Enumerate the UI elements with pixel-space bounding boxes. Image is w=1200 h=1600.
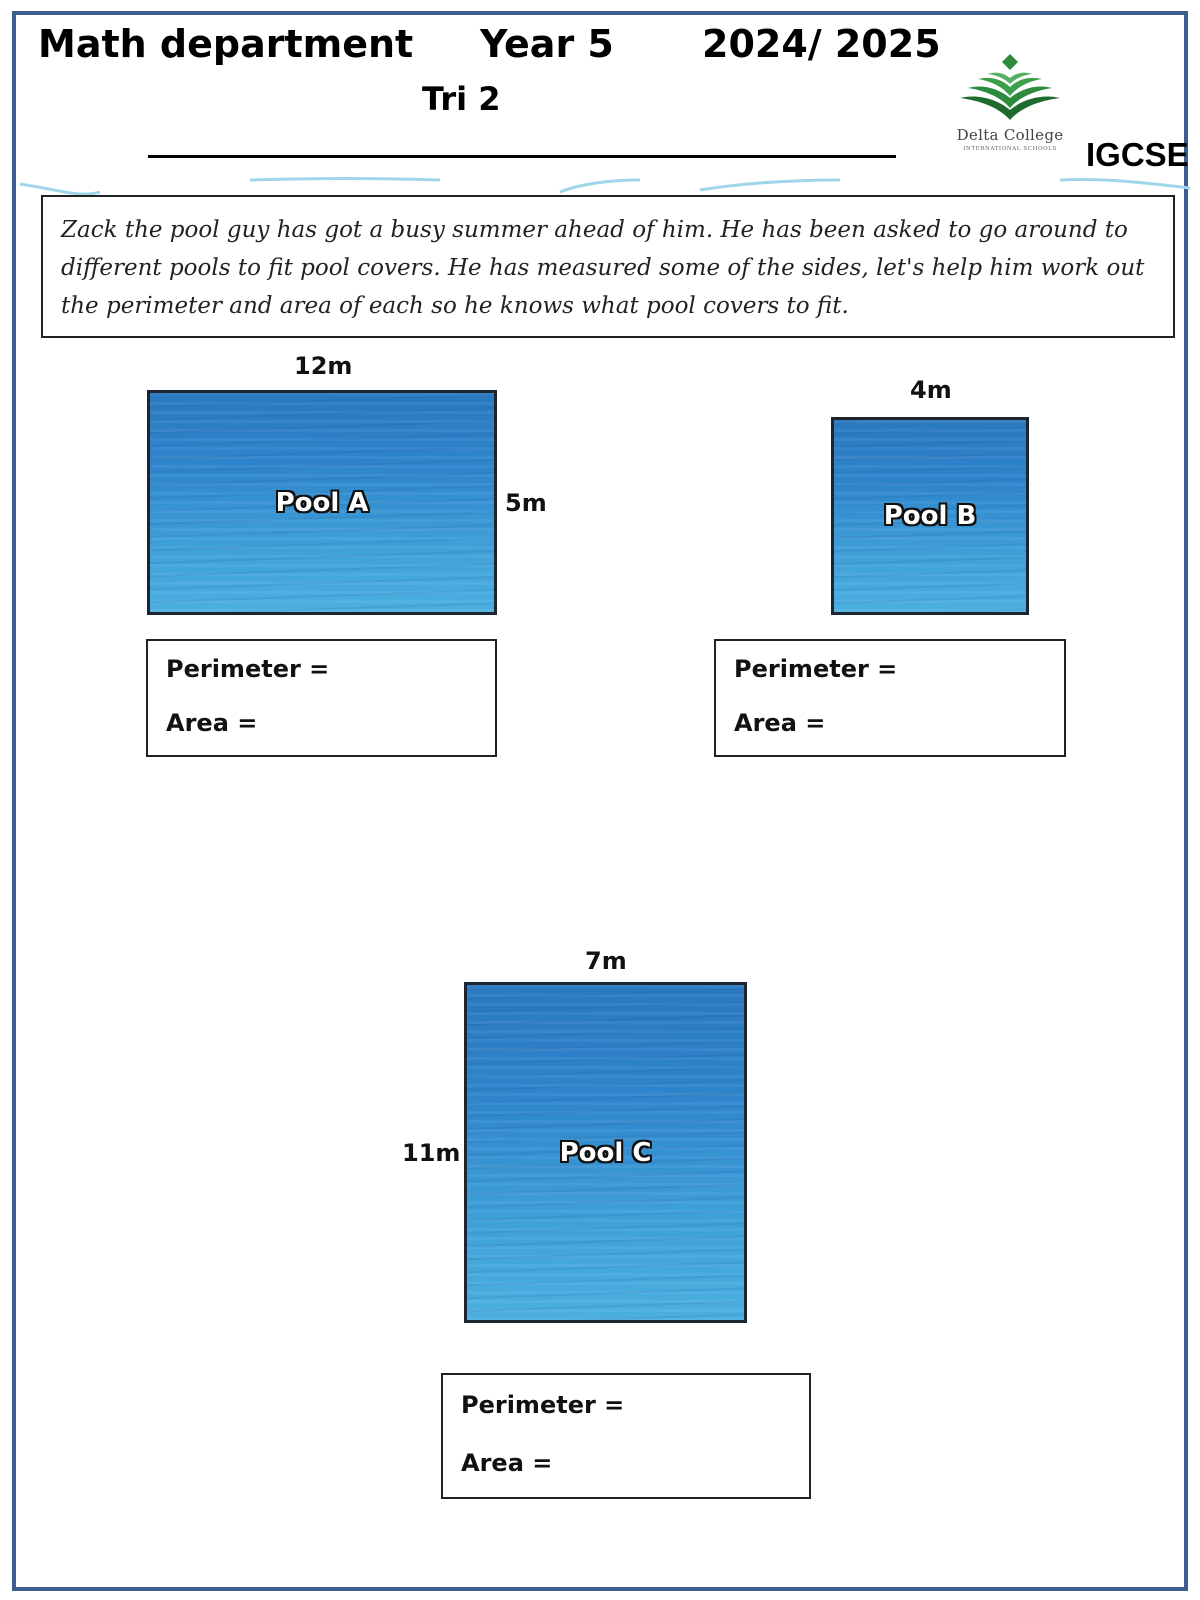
pool-b-answer-box [714,639,1066,757]
pool-b-label: Pool B [883,501,977,531]
pool-a [147,390,497,615]
pool-c-width: 7m [585,947,627,975]
pool-b-width: 4m [910,376,952,404]
pool-c-answer-box [441,1373,811,1499]
name-line [148,155,896,158]
pool-c-area: Area = [461,1449,553,1477]
logo-name: Delta College [956,126,1064,144]
intro-text: Zack the pool guy has got a busy summer ahead of him. He has been asked to go around to different pools to fit pool covers. He has measured some of the sides, let's help him work out the perimeter and area of each so he knows what pool covers to fit. [61,217,1145,319]
academic-year: 2024/ 2025 [702,22,941,66]
igcse-label: IGCSE [1086,136,1189,173]
school-logo [940,48,1080,158]
pool-b-area: Area = [734,709,826,737]
pool-a-width: 12m [294,352,353,380]
department-title: Math department [38,22,414,66]
intro-box [41,195,1175,338]
pool-a-answer-box [146,639,497,757]
pool-a-perimeter: Perimeter = [166,655,330,683]
pool-b [831,417,1029,615]
pool-c [464,982,747,1323]
pool-c-height: 11m [402,1139,461,1167]
year-label: Year 5 [480,22,614,66]
pool-a-label: Pool A [275,487,369,518]
logo-subtitle: INTERNATIONAL SCHOOLS [963,146,1057,152]
pool-b-perimeter: Perimeter = [734,655,898,683]
term-label: Tri 2 [422,80,501,118]
pool-c-label: Pool C [559,1137,652,1168]
pool-a-area: Area = [166,709,258,737]
pool-a-height: 5m [505,489,547,517]
pool-c-perimeter: Perimeter = [461,1391,625,1419]
leaf-emblem-icon [940,48,1080,128]
